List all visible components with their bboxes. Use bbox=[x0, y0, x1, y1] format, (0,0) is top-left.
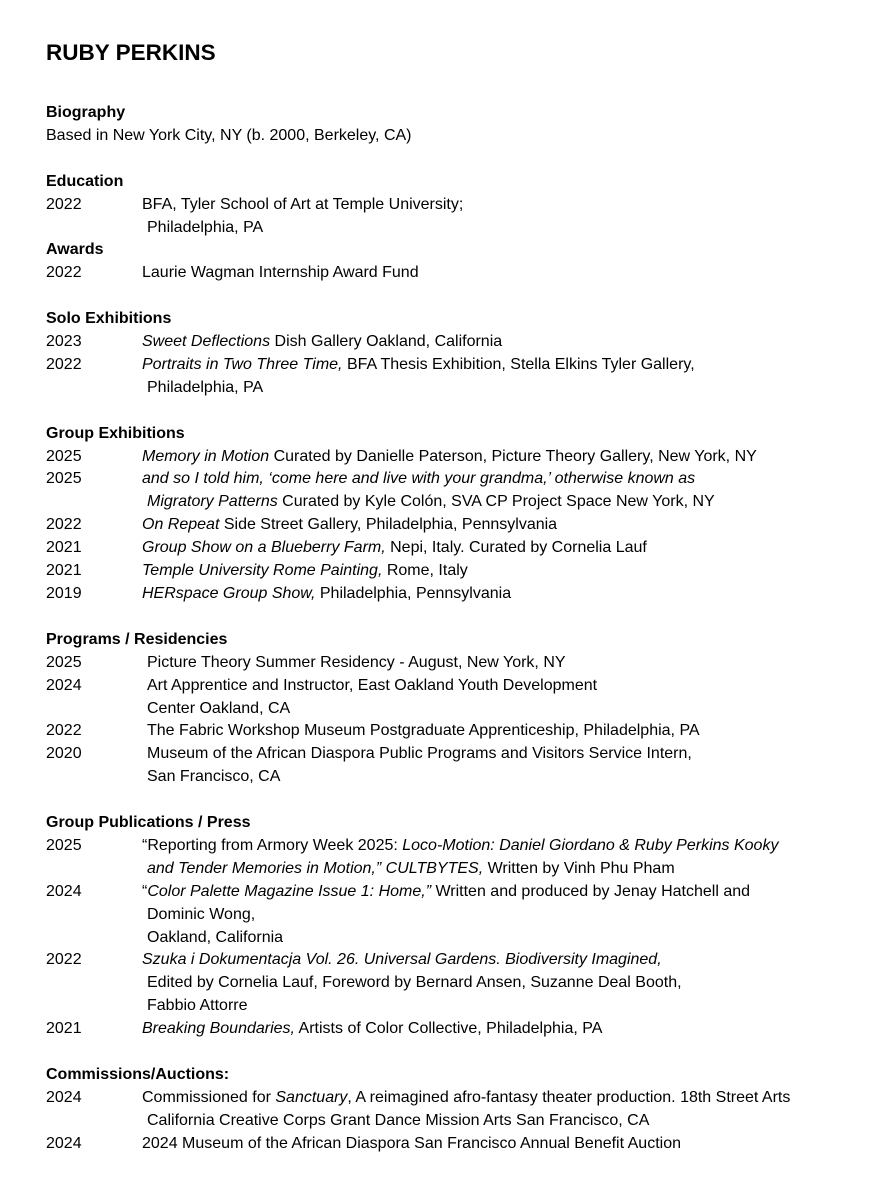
entry-line bbox=[142, 446, 866, 469]
entry-year: 2022 bbox=[46, 516, 82, 534]
entry-row bbox=[46, 652, 866, 675]
entry-body bbox=[142, 537, 866, 560]
entry-year: 2025 bbox=[46, 653, 82, 671]
italic-title: Color Palette Magazine Issue 1: Home,” bbox=[147, 882, 432, 900]
section-education bbox=[46, 171, 866, 240]
italic-title: Portraits in Two Three Time, bbox=[142, 355, 343, 373]
entry-text: Art Apprentice and Instructor, East Oakland Youth Development bbox=[147, 676, 598, 694]
entry-row bbox=[46, 675, 866, 721]
section-press bbox=[46, 812, 866, 1041]
entry-row bbox=[46, 331, 866, 354]
entry-year: 2025 bbox=[46, 836, 82, 854]
entry-text: Artists of Color Collective, Philadelphia, PA bbox=[294, 1020, 603, 1038]
entry-line bbox=[142, 468, 866, 491]
entry-row bbox=[46, 514, 866, 537]
entry-year: 2022 bbox=[46, 355, 82, 373]
italic-title: Group Show on a Blueberry Farm, bbox=[142, 539, 386, 557]
entry-text: Written by Vinh Phu Pham bbox=[483, 859, 675, 877]
entry-year: 2023 bbox=[46, 333, 82, 351]
entry-body bbox=[142, 446, 866, 469]
entry-text: Commissioned for bbox=[142, 1088, 276, 1106]
entry-line bbox=[142, 560, 866, 583]
cv-document bbox=[46, 40, 866, 1178]
entry-line bbox=[142, 904, 866, 927]
entry-year: 2021 bbox=[46, 539, 82, 557]
entry-line bbox=[142, 881, 866, 904]
entry-line bbox=[142, 377, 866, 400]
entry-line bbox=[142, 194, 866, 217]
entry-text: Fabbio Attorre bbox=[147, 997, 248, 1015]
entry-body bbox=[142, 1087, 866, 1133]
entry-row bbox=[46, 743, 866, 789]
italic-title: and Tender Memories in Motion,” CULTBYTES, bbox=[147, 859, 484, 877]
section-heading: Group Exhibitions bbox=[46, 424, 185, 442]
section-group bbox=[46, 423, 866, 606]
entry-row bbox=[46, 1018, 866, 1041]
entry-text: Picture Theory Summer Residency - August, New York, NY bbox=[147, 653, 566, 671]
entry-text: BFA, Tyler School of Art at Temple University; bbox=[142, 195, 464, 213]
entry-body bbox=[142, 514, 866, 537]
entry-body bbox=[142, 262, 866, 285]
italic-title: Breaking Boundaries, bbox=[142, 1020, 295, 1038]
entry-line bbox=[142, 995, 866, 1018]
entry-year: 2024 bbox=[46, 1134, 82, 1152]
entry-text: Oakland, California bbox=[147, 928, 284, 946]
entry-line bbox=[147, 652, 866, 675]
entry-line bbox=[142, 514, 866, 537]
entry-text: 2024 Museum of the African Diaspora San Francisco Annual Benefit Auction bbox=[142, 1134, 681, 1152]
section-heading: Commissions/Auctions: bbox=[46, 1065, 230, 1083]
entry-line bbox=[147, 743, 866, 766]
entry-row bbox=[46, 1087, 866, 1133]
entry-year: 2024 bbox=[46, 1088, 82, 1106]
entry-body bbox=[142, 949, 866, 1018]
italic-title: Loco-Motion: Daniel Giordano & Ruby Perkins Kooky bbox=[402, 836, 779, 854]
entry-text: Rome, Italy bbox=[382, 562, 468, 580]
section-commissions bbox=[46, 1064, 866, 1156]
entry-text: BFA Thesis Exhibition, Stella Elkins Tyler Gallery, bbox=[342, 355, 695, 373]
entry-text: The Fabric Workshop Museum Postgraduate Apprenticeship, Philadelphia, PA bbox=[147, 722, 700, 740]
entry-line bbox=[147, 720, 866, 743]
entry-line bbox=[147, 698, 866, 721]
entry-year: 2024 bbox=[46, 882, 82, 900]
cv-name-title: RUBY PERKINS bbox=[46, 40, 216, 65]
entry-line bbox=[142, 331, 866, 354]
entry-text: “ bbox=[142, 882, 148, 900]
entry-line bbox=[142, 1087, 866, 1110]
entry-line bbox=[142, 1133, 866, 1156]
entry-year: 2021 bbox=[46, 562, 82, 580]
section-solo bbox=[46, 308, 866, 400]
section-text: Based in New York City, NY (b. 2000, Berkeley, CA) bbox=[46, 126, 412, 144]
entry-line bbox=[142, 262, 866, 285]
entry-body bbox=[142, 743, 866, 789]
entry-text: Philadelphia, PA bbox=[147, 378, 264, 396]
entry-year: 2019 bbox=[46, 584, 82, 602]
entry-row bbox=[46, 262, 866, 285]
section-awards bbox=[46, 239, 866, 285]
entry-year: 2022 bbox=[46, 264, 82, 282]
entry-year: 2025 bbox=[46, 447, 82, 465]
section-biography bbox=[46, 102, 866, 148]
section-heading: Biography bbox=[46, 104, 126, 121]
entry-row bbox=[46, 446, 866, 469]
entry-body bbox=[142, 652, 866, 675]
entry-body bbox=[142, 468, 866, 514]
entry-text: Side Street Gallery, Philadelphia, Pennsylvania bbox=[219, 516, 558, 534]
entry-row bbox=[46, 949, 866, 1018]
entry-year: 2020 bbox=[46, 745, 82, 763]
entry-line bbox=[147, 675, 866, 698]
entry-row bbox=[46, 354, 866, 400]
entry-row bbox=[46, 468, 866, 514]
entry-text: San Francisco, CA bbox=[147, 768, 281, 786]
entry-text: Dish Gallery Oakland, California bbox=[270, 333, 503, 351]
entry-row bbox=[46, 720, 866, 743]
entry-year: 2025 bbox=[46, 470, 82, 488]
entry-year: 2024 bbox=[46, 676, 82, 694]
entry-line bbox=[142, 354, 866, 377]
italic-title: On Repeat bbox=[142, 516, 220, 534]
entry-text: Museum of the African Diaspora Public Programs and Visitors Service Intern, bbox=[147, 745, 692, 763]
italic-title: Temple University Rome Painting, bbox=[142, 562, 383, 580]
entry-line bbox=[142, 583, 866, 606]
entry-line bbox=[142, 949, 866, 972]
entry-line bbox=[142, 927, 866, 950]
entry-text: “Reporting from Armory Week 2025: bbox=[142, 836, 403, 854]
entry-text: Philadelphia, PA bbox=[147, 218, 264, 236]
section-heading: Awards bbox=[46, 241, 104, 259]
entry-text: Center Oakland, CA bbox=[147, 699, 291, 717]
entry-row bbox=[46, 537, 866, 560]
entry-text: Dominic Wong, bbox=[147, 905, 256, 923]
entry-body bbox=[142, 881, 866, 950]
italic-title: Sanctuary bbox=[275, 1088, 348, 1106]
italic-title: Migratory Patterns bbox=[147, 493, 278, 511]
entry-row bbox=[46, 194, 866, 240]
entry-body bbox=[142, 331, 866, 354]
entry-year: 2022 bbox=[46, 722, 82, 740]
entry-line bbox=[142, 835, 866, 858]
entry-text: Curated by Danielle Paterson, Picture Theory Gallery, New York, NY bbox=[269, 447, 757, 465]
entry-body bbox=[142, 560, 866, 583]
entry-body bbox=[142, 720, 866, 743]
entry-line bbox=[142, 858, 866, 881]
entry-row bbox=[46, 560, 866, 583]
entry-line bbox=[147, 766, 866, 789]
entry-body bbox=[142, 675, 866, 721]
entry-line bbox=[142, 217, 866, 240]
entry-text: Curated by Kyle Colón, SVA CP Project Space New York, NY bbox=[277, 493, 715, 511]
entry-year: 2021 bbox=[46, 1020, 82, 1038]
italic-title: Szuka i Dokumentacja Vol. 26. Universal Gardens. Biodiversity Imagined, bbox=[142, 951, 662, 969]
entry-body bbox=[142, 1133, 866, 1156]
entry-body bbox=[142, 1018, 866, 1041]
entry-year: 2022 bbox=[46, 951, 82, 969]
section-heading: Programs / Residencies bbox=[46, 630, 228, 648]
section-heading: Group Publications / Press bbox=[46, 814, 251, 832]
entry-row bbox=[46, 1133, 866, 1156]
entry-text: California Creative Corps Grant Dance Mission Arts San Francisco, CA bbox=[147, 1111, 650, 1129]
entry-text: Edited by Cornelia Lauf, Foreword by Bernard Ansen, Suzanne Deal Booth, bbox=[147, 974, 682, 992]
entry-text: , A reimagined afro-fantasy theater production. 18th Street Arts bbox=[347, 1088, 791, 1106]
entry-text: Philadelphia, Pennsylvania bbox=[315, 584, 512, 602]
italic-title: and so I told him, ‘come here and live with your grandma,’ otherwise known as bbox=[142, 470, 696, 488]
section-programs bbox=[46, 629, 866, 789]
entry-text: Laurie Wagman Internship Award Fund bbox=[142, 264, 419, 282]
entry-year: 2022 bbox=[46, 195, 82, 213]
section-heading: Education bbox=[46, 172, 124, 190]
cv-sections bbox=[46, 102, 866, 1156]
entry-line bbox=[142, 537, 866, 560]
entry-row bbox=[46, 835, 866, 881]
italic-title: Memory in Motion bbox=[142, 447, 270, 465]
italic-title: Sweet Deflections bbox=[142, 333, 271, 351]
entry-row bbox=[46, 583, 866, 606]
entry-line bbox=[142, 1110, 866, 1133]
entry-line bbox=[142, 491, 866, 514]
entry-line bbox=[142, 972, 866, 995]
entry-text: Nepi, Italy. Curated by Cornelia Lauf bbox=[385, 539, 647, 557]
section-heading: Solo Exhibitions bbox=[46, 310, 172, 328]
entry-body bbox=[142, 194, 866, 240]
entry-body bbox=[142, 583, 866, 606]
entry-line bbox=[142, 1018, 866, 1041]
entry-row bbox=[46, 881, 866, 950]
entry-body bbox=[142, 354, 866, 400]
entry-body bbox=[142, 835, 866, 881]
entry-text: Written and produced by Jenay Hatchell and bbox=[431, 882, 751, 900]
italic-title: HERspace Group Show, bbox=[142, 584, 316, 602]
